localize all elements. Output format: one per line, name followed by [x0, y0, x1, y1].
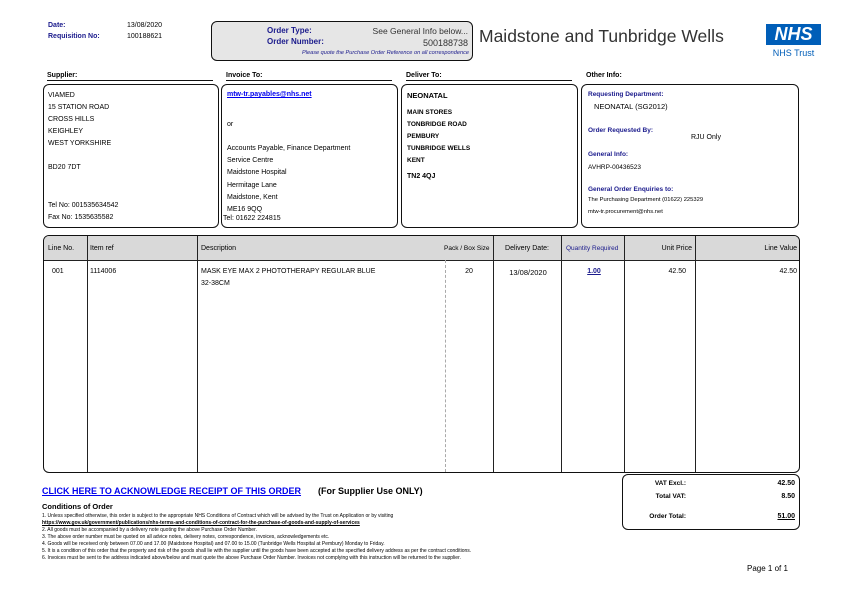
total-value: 51.00 [777, 513, 795, 520]
invoice-line: Maidstone, Kent [227, 193, 278, 201]
invoice-line: Accounts Payable, Finance Department [227, 145, 351, 152]
invoice-label: Invoice To: [226, 72, 392, 81]
enquiries-phone: The Purchasing Department (01622) 225329 [588, 197, 704, 203]
supplier-line: CROSS HILLS [48, 116, 95, 123]
vat-excl-value: 42.50 [777, 480, 795, 487]
invoice-line: Maidstone Hospital [227, 169, 287, 177]
other-info-box [581, 84, 799, 228]
supplier-label: Supplier: [47, 72, 213, 81]
condition-item: 1. Unless specified otherwise, this order is subject to the appropriate NHS Conditions of Contract which will be advised by the Trust on Application or by visiting [42, 513, 394, 519]
supplier-box [43, 84, 219, 228]
vat-label: Total VAT: [655, 493, 686, 500]
nhs-trust: NHS Trust [772, 48, 815, 58]
header-line-no: Line No. [48, 244, 75, 252]
invoice-box [221, 84, 398, 228]
cell-unit-price: 42.50 [668, 268, 686, 275]
invoice-tel: Tel: 01622 224815 [223, 215, 281, 222]
deliver-line: KENT [407, 157, 425, 164]
deliver-line: TONBRIDGE ROAD [407, 121, 467, 128]
cell-line-no: 001 [52, 268, 64, 275]
supplier-address [48, 90, 111, 174]
cell-item-ref: 1114006 [90, 268, 117, 275]
enquiries-label: General Order Enquiries to: [588, 186, 674, 193]
invoice-line: Service Centre [227, 157, 274, 165]
totals-box [622, 474, 800, 530]
supplier-fax: Fax No: 1535635582 [48, 214, 114, 221]
header-description: Description [201, 244, 237, 252]
order-number-value: 500188738 [422, 38, 468, 48]
supplier-line: WEST YORKSHIRE [48, 140, 112, 147]
condition-item: 6. Invoices must be sent to the address indicated above/below and must quote the above Purchase Order Number. Invoices not complying with this instruction will be returned to the supplier. [42, 555, 461, 561]
date-value: 13/08/2020 [127, 22, 163, 29]
requisition-value: 100188621 [127, 33, 163, 40]
cell-line-value: 42.50 [779, 268, 797, 275]
header-line-value: Line Value [764, 244, 797, 252]
vat-value: 8.50 [781, 493, 795, 500]
condition-item: 4. Goods will be received only between 07.00 and 17.00 (Maidstone Hospital) and 07.00 to 15.00 (Tunbridge Wells Hospital at Pembury) Monday to Friday. [42, 541, 385, 547]
order-type-label: Order Type: [267, 26, 312, 35]
cell-pack: 20 [465, 268, 473, 275]
deliver-line: MAIN STORES [407, 109, 453, 116]
invoice-address [227, 143, 350, 216]
supplier-use-note: (For Supplier Use ONLY) [318, 486, 423, 496]
requested-by-label: Order Requested By: [588, 127, 654, 134]
order-info-box [211, 21, 473, 61]
cell-description-2: 32-38CM [201, 280, 230, 287]
header-item-ref: Item ref [90, 244, 114, 252]
order-type-value: See General Info below... [372, 26, 468, 36]
req-dept-value: NEONATAL (SG2012) [594, 102, 668, 111]
order-number-label: Order Number: [267, 37, 324, 46]
supplier-line: 15 STATION ROAD [48, 104, 110, 111]
deliver-postcode: TN2 4QJ [407, 173, 436, 180]
supplier-line: KEIGHLEY [48, 128, 84, 135]
acknowledge-link[interactable]: CLICK HERE TO ACKNOWLEDGE RECEIPT OF THIS ORDER [42, 486, 302, 496]
requested-by-value: RJU Only [691, 134, 721, 141]
cell-quantity: 1.00 [587, 268, 601, 275]
deliver-address [407, 107, 470, 167]
deliver-name: NEONATAL [407, 91, 448, 100]
condition-item: 2. All goods must be accompanied by a delivery note quoting the above Purchase Order Number. [42, 527, 257, 533]
total-label: Order Total: [649, 513, 686, 520]
supplier-line: BD20 7DT [48, 164, 81, 171]
req-dept-label: Requesting Department: [588, 91, 664, 98]
cell-description: MASK EYE MAX 2 PHOTOTHERAPY REGULAR BLUE [201, 268, 376, 275]
condition-item: 3. The above order number must be quoted on all advice notes, delivery notes, correspondence, invoices, acknowledgements etc. [42, 534, 330, 540]
order-lines-table [43, 235, 800, 473]
deliver-label: Deliver To: [406, 72, 572, 81]
trust-name: Maidstone and Tunbridge Wells [479, 26, 724, 46]
enquiries-email: mtw-tr.procurement@nhs.net [588, 209, 663, 215]
other-label: Other Info: [586, 72, 622, 79]
conditions-url-link[interactable]: https://www.gov.uk/government/publications/nhs-terms-and-conditions-of-contract-for-the-purchase-of-goods-and-supply-of-services [42, 520, 360, 526]
header-pack-size: Pack / Box Size [444, 244, 490, 252]
invoice-email-link[interactable]: mtw-tr.payables@nhs.net [227, 91, 312, 98]
conditions-title: Conditions of Order [42, 502, 113, 511]
invoice-line: ME16 9QQ [227, 206, 263, 214]
conditions-list [42, 513, 471, 562]
deliver-line: TUNBRIDGE WELLS [407, 145, 471, 152]
deliver-box [401, 84, 578, 228]
condition-item: 5. It is a condition of this order that the property and risk of the goods shall lie with the supplier until the goods have been accepted at the specified delivery address as per the contract conditions. [42, 548, 472, 554]
requisition-label: Requisition No: [48, 33, 100, 40]
vat-excl-label: VAT Excl.: [654, 480, 686, 487]
date-label: Date: [48, 22, 66, 29]
header-quantity: Quantity Required [566, 244, 619, 252]
nhs-logo: NHS [766, 24, 821, 45]
header-unit-price: Unit Price [661, 244, 692, 252]
invoice-or: or [227, 121, 234, 128]
header-delivery-date: Delivery Date: [505, 244, 549, 252]
cell-date: 13/08/2020 [509, 268, 547, 277]
supplier-line: VIAMED [48, 92, 75, 99]
general-info-label: General Info: [588, 151, 629, 158]
invoice-line: Hermitage Lane [227, 181, 277, 189]
quote-note: Please quote the Purchase Order Reference on all correspondence [302, 50, 469, 56]
general-info-value: AVHRP-00436523 [588, 164, 641, 171]
page-number: Page 1 of 1 [747, 564, 788, 573]
deliver-line: PEMBURY [407, 133, 440, 140]
supplier-tel: Tel No: 001535634542 [48, 202, 119, 209]
